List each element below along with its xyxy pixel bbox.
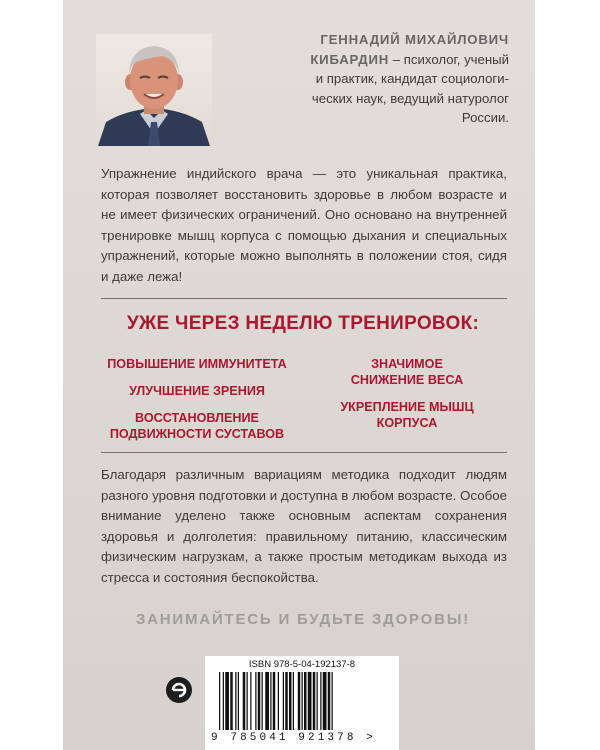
barcode-bar [313, 672, 316, 730]
slogan: ЗАНИМАЙТЕСЬ И БУДЬТЕ ЗДОРОВЫ! [135, 611, 471, 628]
barcode-bar [238, 672, 239, 730]
author-bio-line2: и практик, кандидат социологи- [315, 71, 509, 86]
barcode-bar [243, 672, 246, 730]
barcode-bar [298, 672, 301, 730]
barcode-bar [223, 672, 224, 730]
barcode-bar [328, 672, 331, 730]
barcode-bar [283, 672, 284, 730]
benefit-item: ВОССТАНОВЛЕНИЕ ПОДВИЖНОСТИ СУСТАВОВ [109, 411, 285, 441]
isbn-label: ISBN 978-5-04-192137-8 [248, 659, 356, 670]
benefits-left-column [99, 356, 295, 453]
barcode-bar [265, 672, 269, 730]
benefits-right-column [307, 356, 507, 442]
divider-bottom [101, 452, 507, 453]
barcode-bar [304, 672, 307, 730]
author-bio [253, 30, 509, 128]
barcode-bar [230, 672, 233, 730]
barcode-bar [255, 672, 256, 730]
barcode-bar [262, 672, 263, 730]
barcode-bar [293, 672, 294, 730]
barcode-bar [278, 672, 279, 730]
barcode-bar [235, 672, 236, 730]
barcode-bar [285, 672, 288, 730]
isbn-digits: 9 785041 921378 > [211, 732, 376, 744]
divider-top [101, 298, 507, 299]
barcode-bar [225, 672, 229, 730]
benefit-item: ПОВЫШЕНИЕ ИММУНИТЕТА [107, 357, 287, 371]
barcode-bar [250, 672, 251, 730]
barcode-bar [323, 672, 327, 730]
isbn-barcode-block [205, 656, 399, 750]
intro-paragraph: Упражнение индийского врача — это уникальная практика, которая позволяет восстановить здоровье в любом возрасте и не имеет физических ограничений. Оно основано на внутренней тренировке мышц корпуса с помощью дыхания и специальных упражнений, которые можно выполнять в положении стоя, сидя и даже лежа! [101, 166, 507, 284]
barcode-bar [320, 672, 321, 730]
benefits-heading: УЖЕ ЧЕРЕЗ НЕДЕЛЮ ТРЕНИРОВОК: [126, 313, 480, 334]
barcode-bar [219, 672, 220, 730]
benefit-item: ЗНАЧИМОЕ СНИЖЕНИЕ ВЕСА [350, 357, 464, 387]
author-name-first: ГЕННАДИЙ МИХАЙЛОВИЧ [320, 32, 509, 47]
author-bio-line4: России. [461, 110, 509, 125]
barcode-bar [332, 672, 333, 730]
barcode-bar [247, 672, 248, 730]
barcode-bar [273, 672, 276, 730]
author-bio-line3: ческих наук, ведущий натуролог [311, 90, 509, 106]
benefit-item: УКРЕПЛЕНИЕ МЫШЦ КОРПУСА [340, 400, 474, 430]
author-portrait-image [96, 34, 212, 146]
barcode-bar [270, 672, 271, 730]
description-paragraph: Благодаря различным вариациям методика подходит людям разного уровня подготовки и доступна в любом возрасте. Особое внимание уделено также основным аспектам сохранения здоровья и долголетия: правильному питанию, классическим физическим нагрузкам, а также простым методикам выхода из стресса и состояния беспокойства. [101, 467, 507, 585]
benefit-item: УЛУЧШЕНИЕ ЗРЕНИЯ [129, 384, 265, 398]
barcode-bar [302, 672, 303, 730]
author-name-last: КИБАРДИН [310, 51, 390, 67]
barcode-bar [289, 672, 292, 730]
author-photo [96, 34, 212, 146]
book-back-cover [63, 0, 535, 750]
publisher-logo-icon [165, 676, 193, 704]
barcode-bar [308, 672, 312, 730]
author-bio-line1: – психолог, ученый [389, 51, 509, 67]
barcode-bar [258, 672, 261, 730]
barcode-bar [317, 672, 318, 730]
